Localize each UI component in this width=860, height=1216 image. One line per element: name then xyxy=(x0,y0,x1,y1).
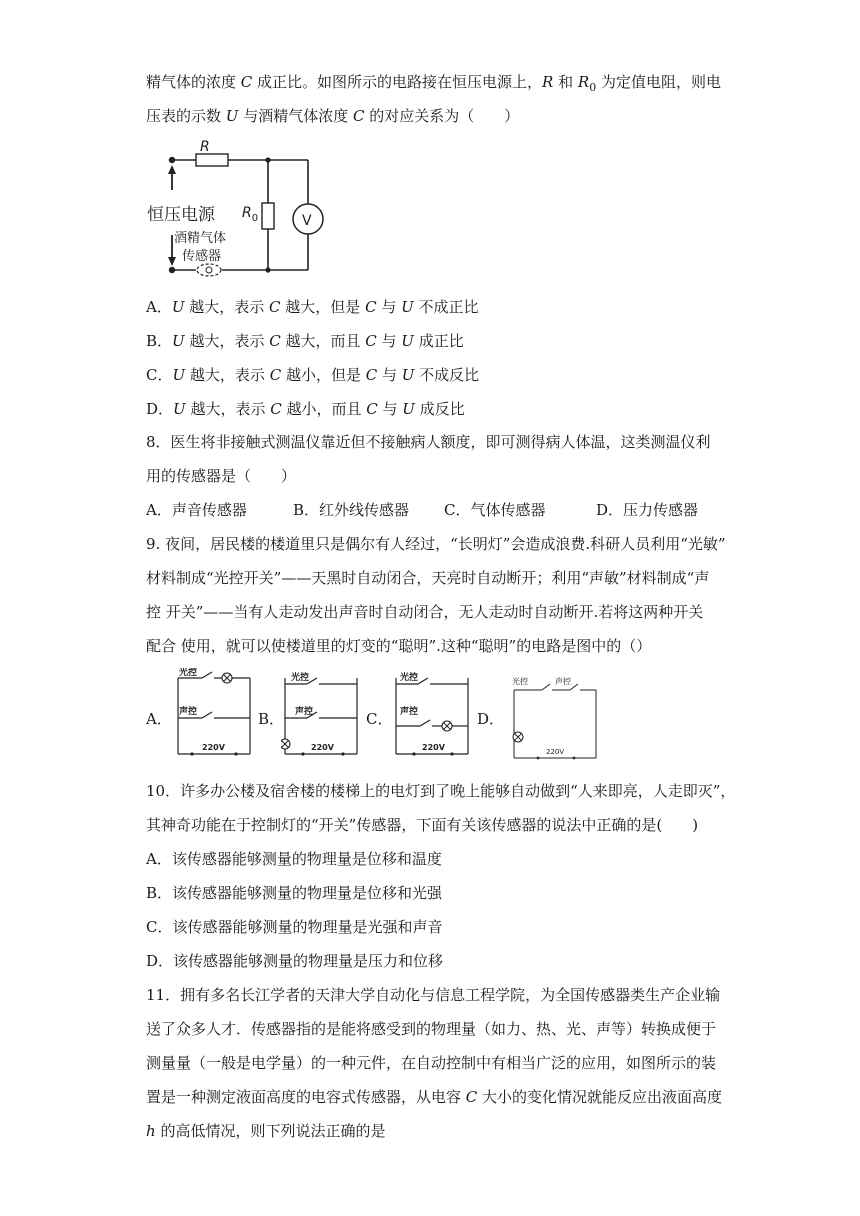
q9-stem-line-4: 配合 使用，就可以使楼道里的灯变的“聪明”.这种“聪明”的电路是图中的（） xyxy=(146,637,652,655)
svg-text:光控: 光控 xyxy=(291,673,310,683)
q9-option-b-letter: B． xyxy=(258,710,285,728)
q9-stem-line-2: 材料制成“光控开关”——天黑时自动闭合，天亮时自动断开；利用“声敏”材料制成“声 xyxy=(146,569,710,587)
q8-option-d: D．压力传感器 xyxy=(596,501,699,519)
q10-stem-line-1: 10．许多办公楼及宿舍楼的楼梯上的电灯到了晚上能够自动做到“人来即亮，人走即灭”， xyxy=(146,782,736,800)
q9-diagram-d xyxy=(508,672,600,768)
q8-stem-line-2: 用的传感器是（ ） xyxy=(146,467,297,485)
q7-option-d: D．U 越大，表示 C 越小，而且 C 与 U 成反比 xyxy=(146,400,465,418)
q10-option-b: B．该传感器能够测量的物理量是位移和光强 xyxy=(146,884,443,902)
q11-stem-line-2: 送了众多人才．传感器指的是能将感受到的物理量（如力、热、光、声等）转换成便于 xyxy=(146,1020,717,1038)
q9-option-c-letter: C． xyxy=(366,710,393,728)
q8-option-b: B．红外线传感器 xyxy=(293,501,410,519)
q11-stem-line-1: 11．拥有多名长江学者的天津大学自动化与信息工程学院，为全国传感器类生产企业输 xyxy=(146,986,721,1004)
svg-text:光控: 光控 xyxy=(400,673,419,683)
q10-option-c: C．该传感器能够测量的物理量是光强和声音 xyxy=(146,918,443,936)
alcohol-sensor-label-2: 传感器 xyxy=(182,249,222,264)
svg-text:声控: 声控 xyxy=(555,677,571,686)
svg-text:220V: 220V xyxy=(422,743,445,752)
svg-text:220V: 220V xyxy=(202,743,225,752)
q9-option-a-letter: A． xyxy=(146,710,172,728)
svg-text:声控: 声控 xyxy=(179,707,198,717)
q7-option-a: A．U 越大，表示 C 越大，但是 C 与 U 不成正比 xyxy=(146,298,479,316)
alcohol-sensor-label-1: 酒精气体 xyxy=(174,231,227,246)
q7-intro-line-2: 压表的示数 U 与酒精气体浓度 C 的对应关系为（ ） xyxy=(146,107,520,125)
alcohol-sensor-icon xyxy=(197,264,221,276)
constant-voltage-source-label: 恒压电源 xyxy=(147,205,215,225)
svg-text:220V: 220V xyxy=(311,743,334,752)
q10-stem-line-2: 其神奇功能在于控制灯的“开关”传感器，下面有关该传感器的说法中正确的是( ) xyxy=(146,816,699,834)
q9-diagram-a xyxy=(174,668,254,764)
q7-circuit-diagram xyxy=(144,140,324,280)
svg-text:220V: 220V xyxy=(546,748,565,756)
resistor-r0 xyxy=(262,203,274,229)
q11-stem-line-5: h 的高低情况，则下列说法正确的是 xyxy=(146,1122,386,1140)
q10-option-a: A．该传感器能够测量的物理量是位移和温度 xyxy=(146,850,442,868)
svg-text:光控: 光控 xyxy=(512,677,528,686)
q7-option-b: B．U 越大，表示 C 越大，而且 C 与 U 成正比 xyxy=(146,332,464,350)
svg-text:声控: 声控 xyxy=(400,707,419,717)
q8-option-a: A．声音传感器 xyxy=(146,501,247,519)
voltmeter-label: V xyxy=(302,213,312,229)
resistor-r-label: R xyxy=(200,140,210,155)
svg-text:声控: 声控 xyxy=(295,707,314,717)
q9-diagram-c xyxy=(392,668,472,764)
q10-option-d: D．该传感器能够测量的物理量是压力和位移 xyxy=(146,952,444,970)
q9-diagram-b xyxy=(281,668,361,764)
resistor-r xyxy=(196,154,228,166)
q9-stem-line-1: 9. 夜间，居民楼的楼道里只是偶尔有人经过，“长明灯”会造成浪费.科研人员利用“光敏” xyxy=(146,535,726,553)
q8-option-c: C．气体传感器 xyxy=(444,501,546,519)
q7-intro-line-1: 精气体的浓度 C 成正比。如图所示的电路接在恒压电源上，R 和 $R_0$ 为定值电阻，则电 xyxy=(146,73,721,94)
q7-option-c: C．U 越大，表示 C 越小，但是 C 与 U 不成反比 xyxy=(146,366,480,384)
svg-text:光控: 光控 xyxy=(179,668,198,678)
resistor-r0-label: $R_0$ xyxy=(242,205,259,224)
q9-option-d-letter: D． xyxy=(477,710,505,728)
q9-stem-line-3: 控 开关”——当有人走动发出声音时自动闭合，无人走动时自动断开.若将这两种开关 xyxy=(146,603,704,621)
q11-stem-line-4: 置是一种测定液面高度的电容式传感器，从电容 C 大小的变化情况就能反应出液面高度 xyxy=(146,1088,723,1106)
q11-stem-line-3: 测量量（一般是电学量）的一种元件，在自动控制中有相当广泛的应用，如图所示的装 xyxy=(146,1054,717,1072)
q8-stem-line-1: 8．医生将非接触式测温仪靠近但不接触病人额度，即可测得病人体温，这类测温仪利 xyxy=(146,433,711,451)
